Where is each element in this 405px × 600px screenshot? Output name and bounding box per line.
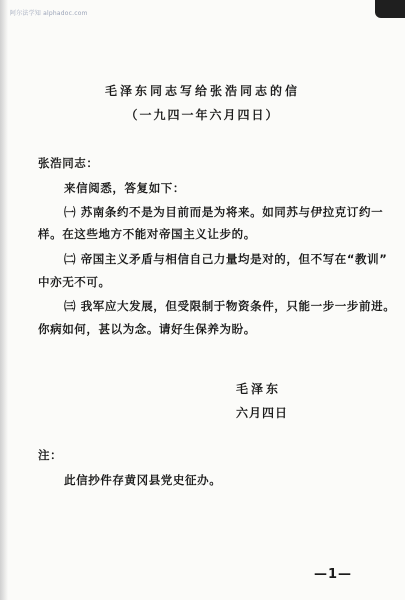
note-text: 此信抄件存黄冈县党史征办。 <box>64 473 222 487</box>
page-number: —1— <box>314 567 353 582</box>
paragraph-1-line-2: 样。在这些地方不能对帝国主义让步的。 <box>38 227 256 241</box>
letter-date: （一九四一年六月四日） <box>125 108 280 122</box>
paragraph-1-line-1: ㈠ 苏南条约不是为目前而是为将来。如同苏与伊拉克订约一 <box>64 205 384 219</box>
watermark-text: 阿尔法学知 alphadoc.com <box>10 10 88 17</box>
signature: 毛泽东 <box>236 382 282 396</box>
paragraph-3-line-2: 你病如何，甚以为念。请好生保养为盼。 <box>38 322 256 336</box>
paragraph-3-line-1: ㈢ 我军应大发展，但受限制于物资条件，只能一步一步前进。 <box>64 299 396 313</box>
paragraph-2-line-2: 中亦无不可。 <box>38 275 111 289</box>
letter-title: 毛泽东同志写给张浩同志的信 <box>104 84 300 98</box>
salutation: 张浩同志： <box>38 156 99 170</box>
signature-date: 六月四日 <box>236 406 289 420</box>
opening-line: 来信阅悉，答复如下： <box>64 181 185 195</box>
corner-mark <box>375 0 405 18</box>
note-label: 注： <box>38 448 63 462</box>
paragraph-2-line-1: ㈡ 帝国主义矛盾与相信自己力量均是对的，但不写在“教训” <box>64 252 388 266</box>
